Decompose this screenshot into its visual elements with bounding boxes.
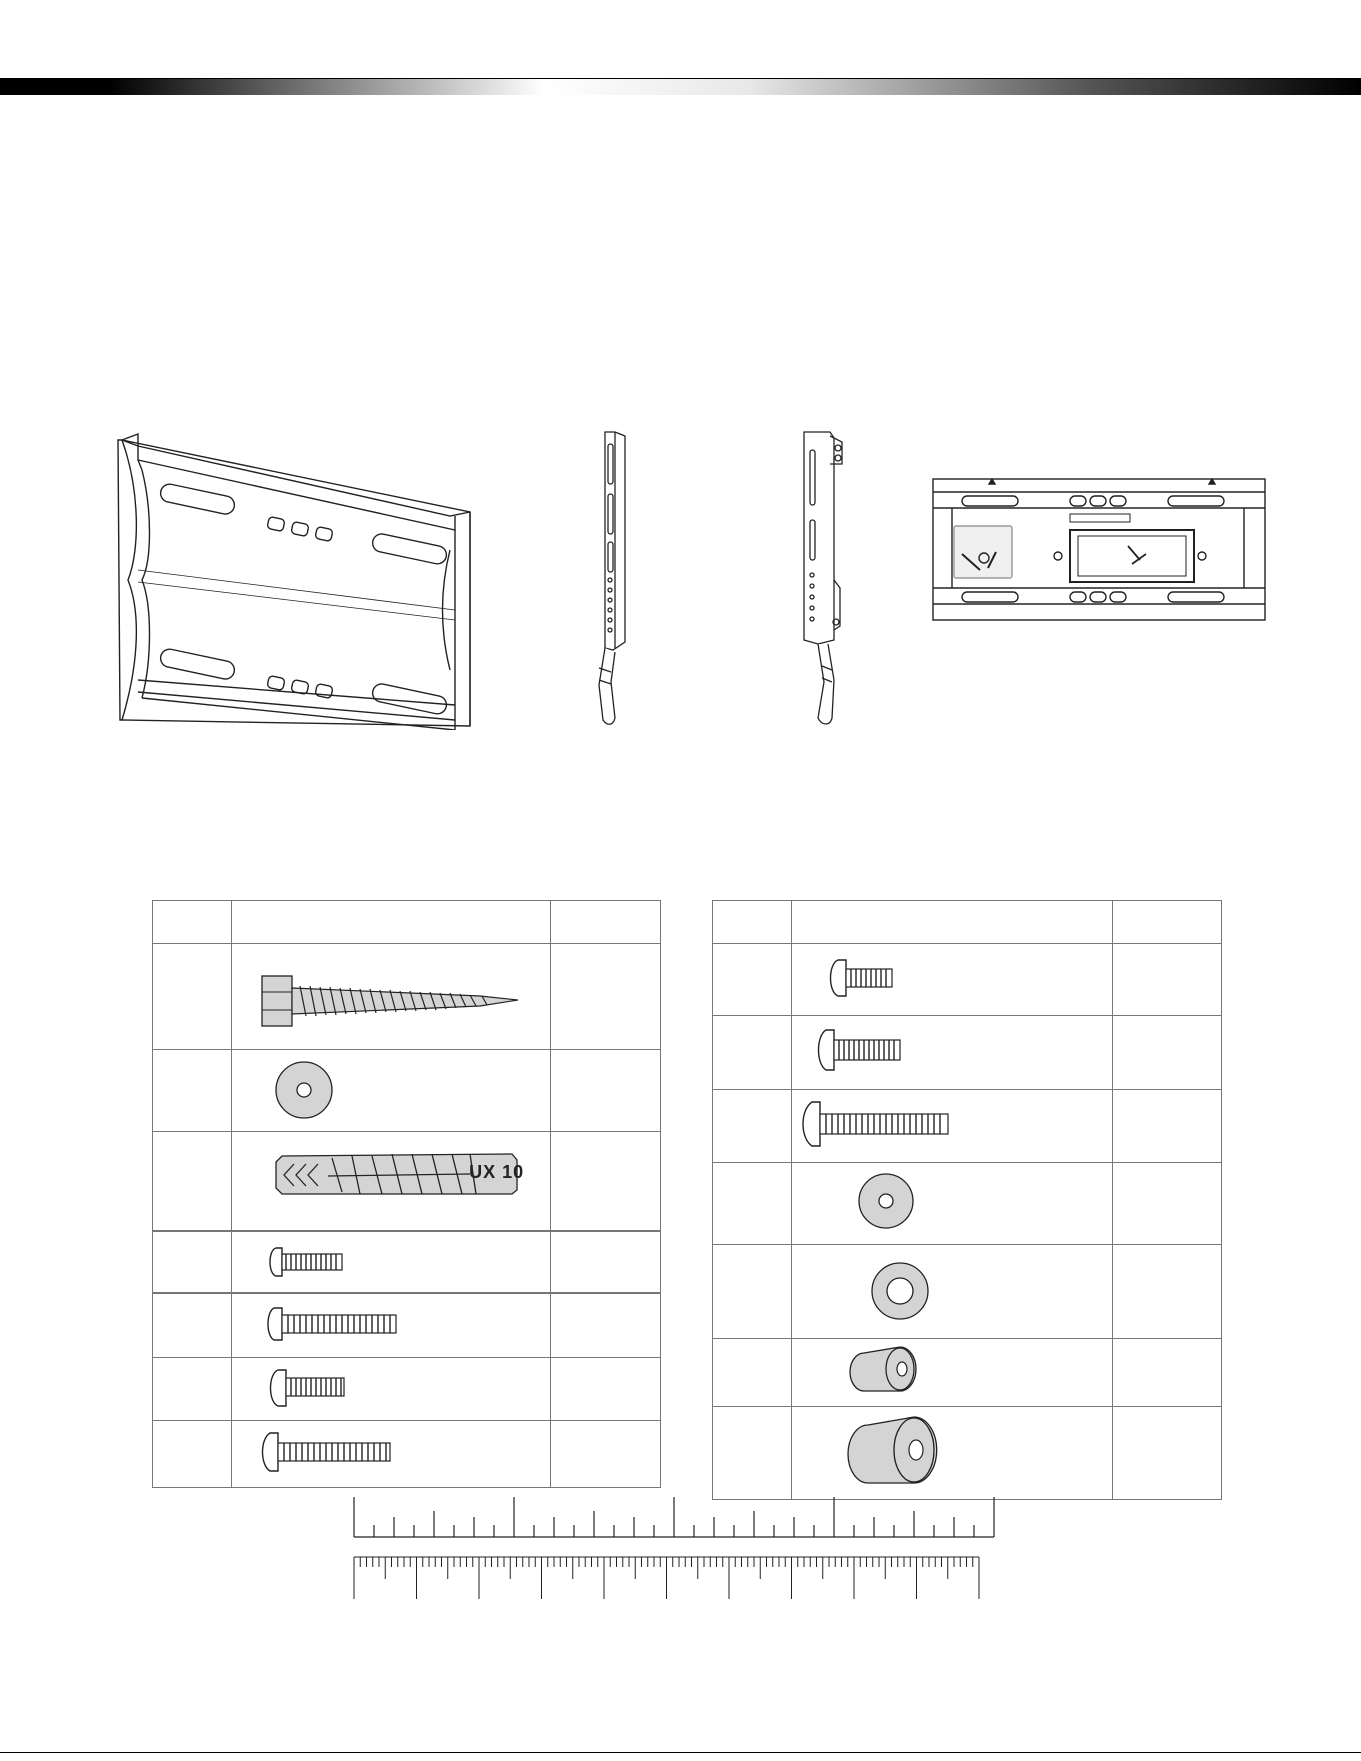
short-spacer-icon — [792, 1339, 1112, 1401]
long-screw-icon — [232, 1421, 550, 1482]
header-cell-part — [792, 901, 1113, 944]
table-row — [153, 944, 661, 1050]
header-cell-id — [713, 901, 792, 944]
table-row — [153, 1358, 661, 1421]
long-screw-icon — [232, 1294, 550, 1352]
lag-bolt-icon — [232, 944, 550, 1044]
table-row — [713, 1245, 1222, 1339]
table-row — [153, 1132, 661, 1232]
wall-plate-front-illustration — [932, 478, 1267, 623]
short-screw-icon — [232, 1232, 550, 1287]
large-spacer-icon — [792, 1407, 1112, 1494]
long-screw-icon — [792, 1090, 1112, 1157]
table-row — [153, 1421, 661, 1488]
inch-ruler — [350, 1495, 1000, 1545]
thick-washer-icon — [792, 1245, 1112, 1333]
table-row — [713, 1016, 1222, 1090]
header-bar — [0, 78, 1361, 95]
table-row — [153, 1231, 661, 1293]
flat-washer-icon — [232, 1050, 550, 1126]
flat-washer-icon — [792, 1163, 1112, 1239]
side-bracket-right-illustration — [800, 430, 860, 730]
table-row — [713, 1090, 1222, 1163]
table-row — [153, 1293, 661, 1358]
table-row — [713, 1407, 1222, 1500]
short-screw-icon — [792, 944, 1112, 1010]
side-bracket-left-illustration — [585, 430, 645, 730]
hardware-table-right — [712, 900, 1222, 1500]
wall-plate-perspective-illustration — [110, 430, 485, 730]
table-row — [713, 1339, 1222, 1407]
metric-ruler — [350, 1553, 990, 1603]
header-cell-qty — [1113, 901, 1222, 944]
medium-screw-icon — [792, 1016, 1112, 1084]
table-row — [713, 944, 1222, 1016]
table-header-row — [153, 901, 661, 944]
table-row — [153, 1050, 661, 1132]
footer-rule — [0, 1752, 1361, 1753]
table-row — [713, 1163, 1222, 1245]
medium-screw-icon — [232, 1358, 550, 1415]
table-header-row — [713, 901, 1222, 944]
anchor-label: UX 10 — [469, 1162, 525, 1182]
header-cell-qty — [551, 901, 661, 944]
header-cell-part — [232, 901, 551, 944]
header-cell-id — [153, 901, 232, 944]
hardware-table-left — [152, 900, 661, 1488]
